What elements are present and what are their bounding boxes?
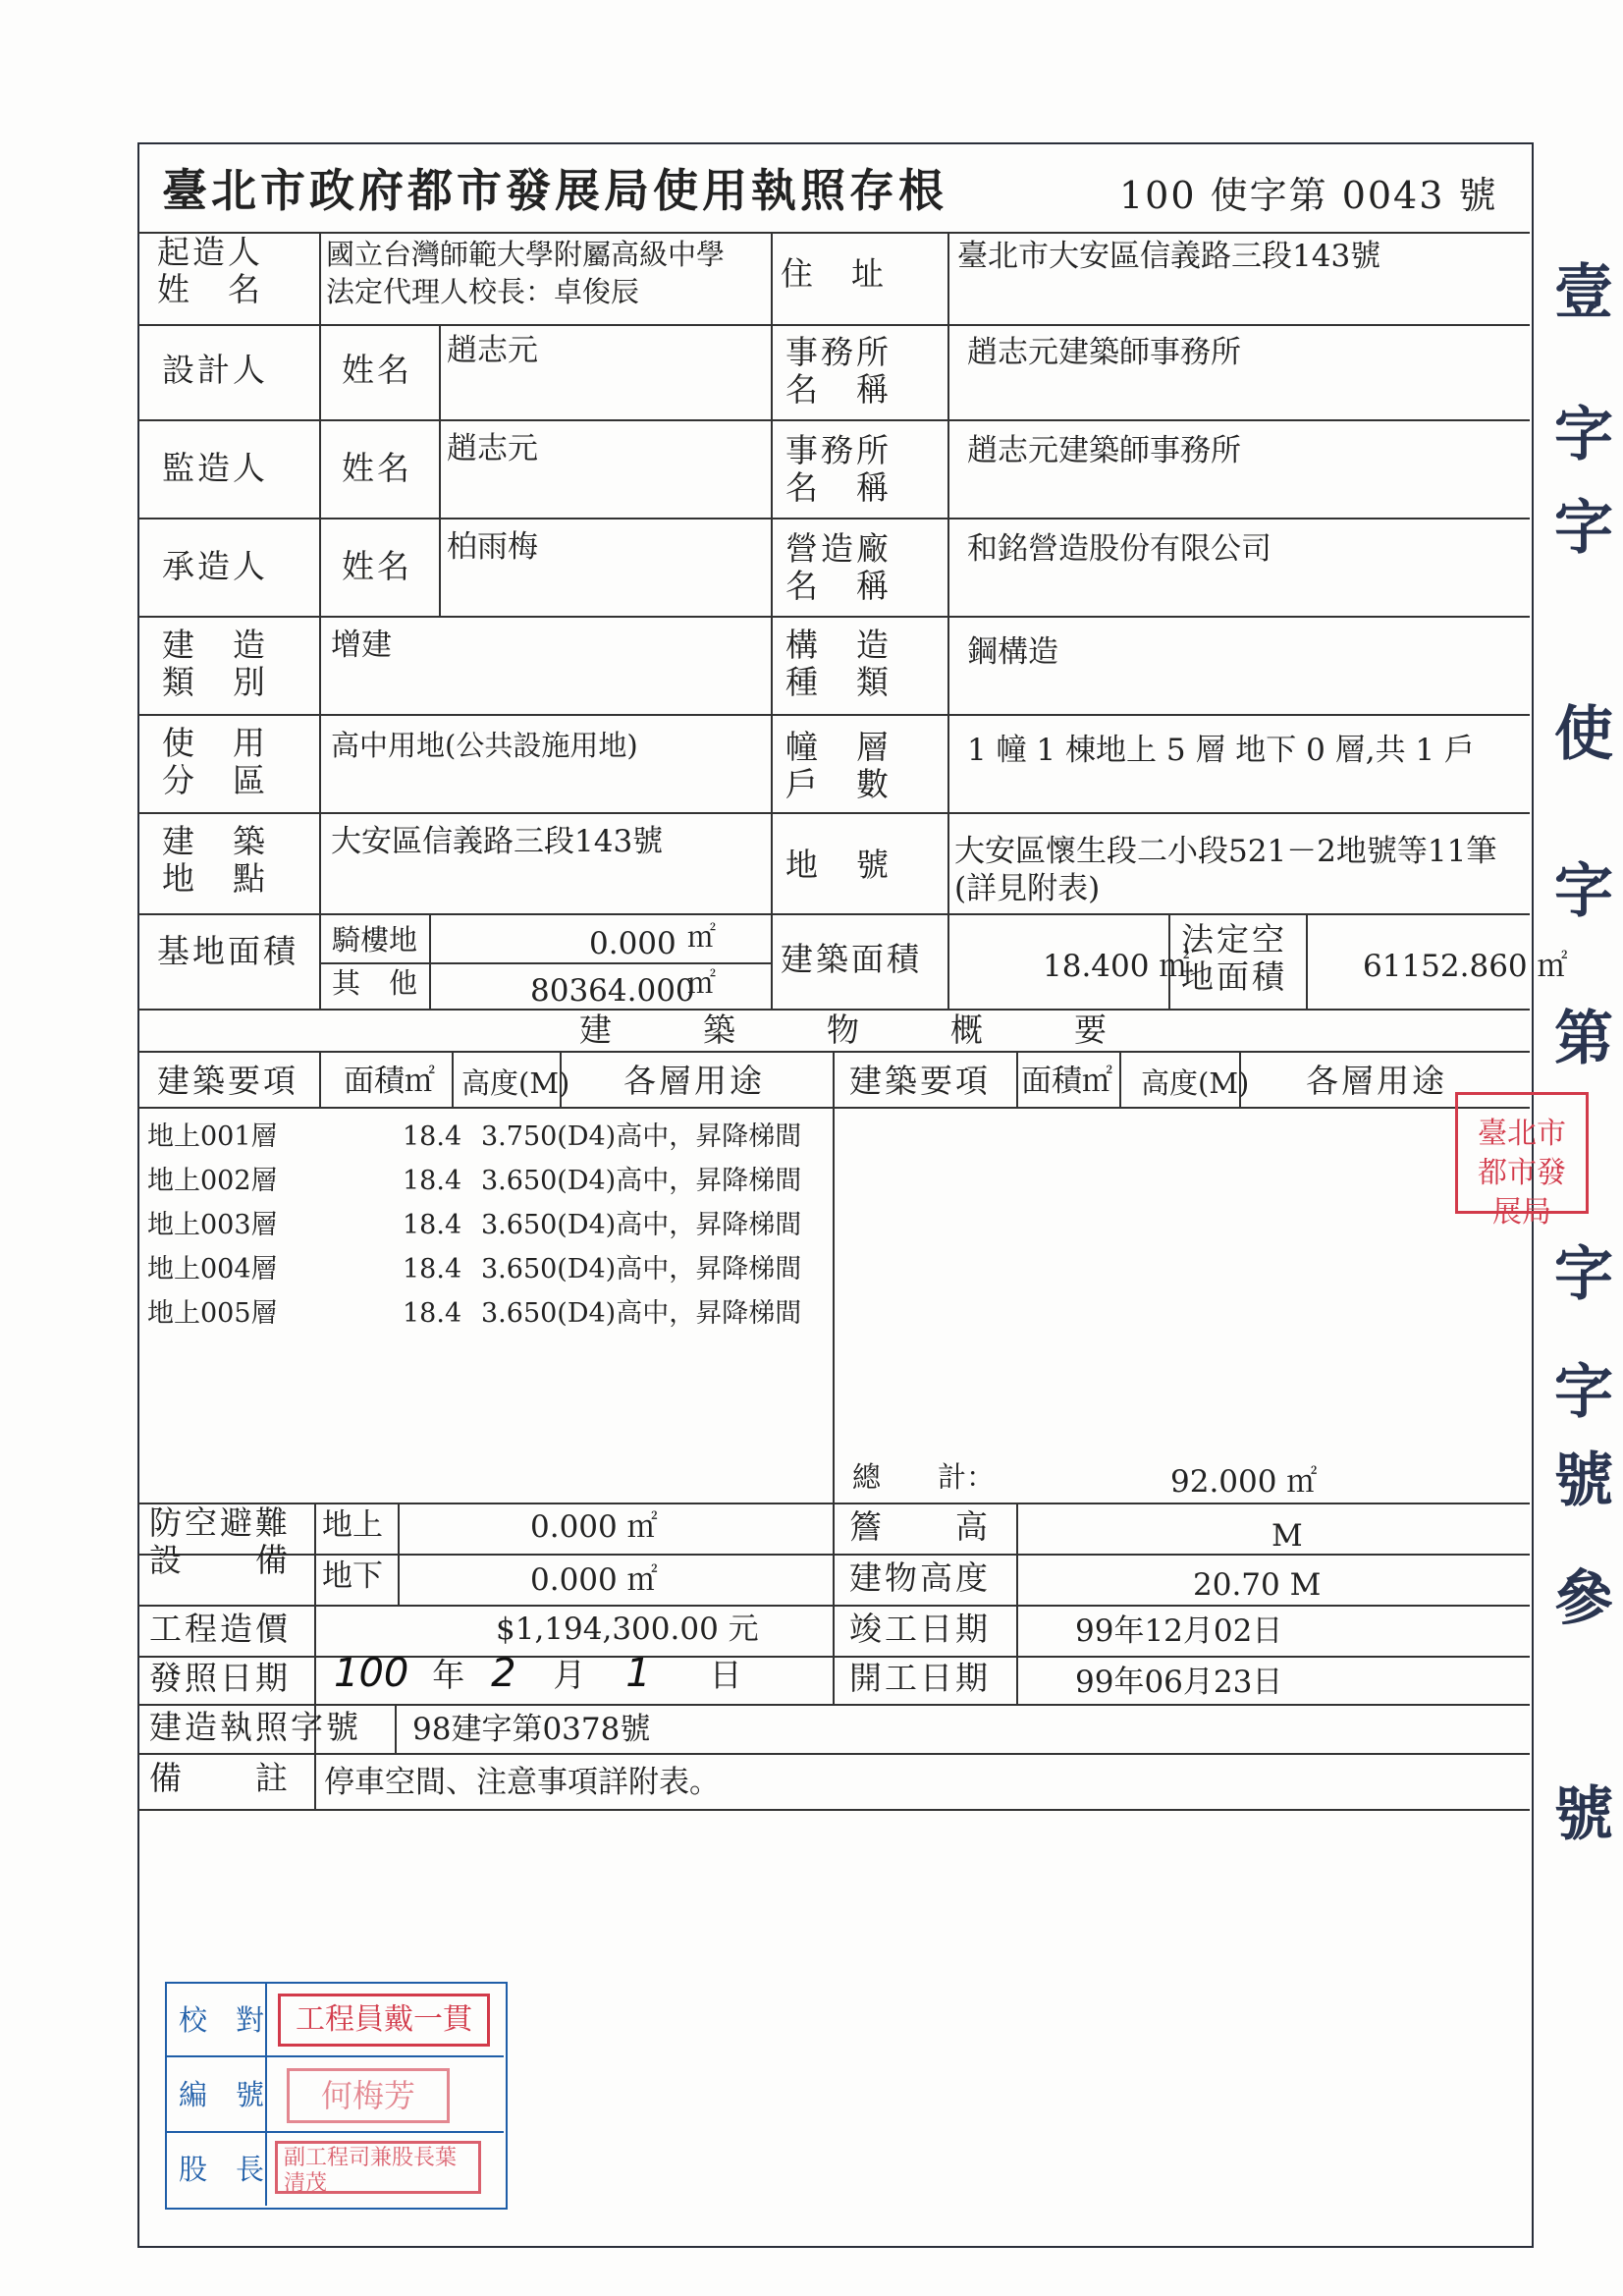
building-area: 18.400 ㎡ (1043, 949, 1190, 984)
side-stamp-char: 字 (1554, 401, 1613, 469)
remarks-label: 備 註 (149, 1759, 291, 1797)
supervisor-office: 趙志元建築師事務所 (967, 433, 1241, 468)
building-area-label: 建築面積 (781, 940, 922, 978)
arcade-unit: ㎡ (687, 920, 717, 954)
summary-header-use-right: 各層用途 (1306, 1062, 1447, 1100)
building-height: 20.70 M (1193, 1567, 1322, 1603)
signoff-label: 編 號 (179, 2078, 265, 2111)
owner-label: 起造人 姓 名 (157, 233, 263, 308)
building-height-label: 建物高度 (849, 1558, 991, 1597)
lot-label: 地 號 (785, 846, 892, 884)
permit-number: 100 使字第 0043 號 (1119, 174, 1498, 217)
table-row: 地上004層 18.4 3.650(D4)高中，昇降梯間 (147, 1254, 802, 1285)
table-row: 地上005層 18.4 3.650(D4)高中，昇降梯間 (147, 1298, 802, 1329)
start-date: 99年06月23日 (1075, 1665, 1283, 1700)
side-stamp-char: 號 (1554, 1447, 1613, 1515)
designer-label: 設計人 (162, 351, 268, 389)
contractor-office-label: 營造廠 名 稱 (785, 529, 892, 605)
official-seal: 臺北市都市發展局 (1455, 1092, 1589, 1214)
start-label: 開工日期 (849, 1659, 991, 1697)
completion-date: 99年12月02日 (1075, 1613, 1283, 1649)
side-stamp-char: 字 (1554, 1240, 1613, 1309)
side-stamp-char: 第 (1554, 1005, 1613, 1073)
completion-label: 竣工日期 (849, 1610, 991, 1648)
supervisor-name-label: 姓名 (342, 449, 412, 487)
summary-header-item: 建築要項 (157, 1062, 298, 1100)
open-area: 61152.860 ㎡ (1363, 949, 1568, 984)
other-area: 80364.000 (530, 973, 695, 1009)
contractor-label: 承造人 (162, 547, 268, 585)
eave-label: 簷 高 (849, 1507, 991, 1546)
address-label: 住 址 (781, 254, 887, 293)
contractor-office: 和銘營造股份有限公司 (967, 531, 1271, 567)
summary-header-height: 高度(M) (461, 1066, 570, 1100)
designer-name-label: 姓名 (342, 351, 412, 389)
summary-header-item-right: 建築要項 (849, 1062, 991, 1100)
shelter-above: 0.000 ㎡ (530, 1509, 658, 1545)
open-area-label: 法定空 地面積 (1181, 920, 1287, 996)
shelter-below: 0.000 ㎡ (530, 1562, 658, 1598)
units-value: 1 幢 1 棟地上 5 層 地下 0 層,共 1 戶 (967, 733, 1476, 768)
issue-date-label: 發照日期 (149, 1659, 291, 1697)
location-label: 建 築 地 點 (162, 822, 268, 898)
summary-header-area: 面積㎡ (344, 1064, 435, 1099)
side-stamp-char: 字 (1554, 857, 1613, 926)
signoff-label: 校 對 (179, 2003, 265, 2037)
designer-office-label: 事務所 名 稱 (785, 333, 892, 409)
issue-date: 100 年 2 月 1 日 (334, 1651, 745, 1696)
supervisor-office-label: 事務所 名 稱 (785, 431, 892, 507)
other-unit: ㎡ (687, 966, 717, 1000)
summary-header-use: 各層用途 (623, 1062, 765, 1100)
cost-label: 工程造價 (149, 1610, 291, 1648)
summary-header-area-right: 面積㎡ (1021, 1064, 1112, 1099)
build-type-value: 增建 (331, 628, 392, 663)
arcade-area: 0.000 (589, 926, 676, 961)
remarks-value: 停車空間、注意事項詳附表。 (324, 1765, 720, 1800)
supervisor-name: 趙志元 (447, 431, 538, 466)
signoff-label: 股 長 (179, 2153, 265, 2186)
construction-permit-label: 建造執照字號 (149, 1708, 361, 1746)
summary-title: 建 築 物 概 要 (579, 1011, 1136, 1049)
signoff-stamp: 工程員戴一貫 (278, 1994, 490, 2047)
designer-office: 趙志元建築師事務所 (967, 335, 1241, 370)
table-row: 地上001層 18.4 3.750(D4)高中，昇降梯間 (147, 1121, 802, 1152)
side-stamp-char: 壹 (1554, 258, 1613, 327)
shelter-below-label: 地下 (322, 1558, 383, 1594)
site-area-label: 基地面積 (157, 932, 298, 970)
units-label: 幢 層 戶 數 (785, 728, 892, 803)
side-stamp-char: 使 (1554, 700, 1613, 769)
designer-name: 趙志元 (447, 333, 538, 368)
summary-header-height-right: 高度(M) (1141, 1066, 1250, 1100)
arcade-label: 騎樓地 (332, 923, 418, 957)
zoning-label: 使 用 分 區 (162, 724, 268, 799)
construction-permit-value: 98建字第0378號 (412, 1712, 651, 1747)
owner-address: 臺北市大安區信義路三段143號 (957, 239, 1381, 274)
side-stamp-char: 參 (1554, 1564, 1613, 1633)
zoning-value: 高中用地(公共設施用地) (331, 729, 638, 762)
document-title: 臺北市政府都市發展局使用執照存根 (162, 164, 947, 217)
cost-value: $1,194,300.00 元 (496, 1612, 759, 1647)
shelter-above-label: 地上 (322, 1507, 383, 1543)
structure-value: 鋼構造 (967, 634, 1058, 670)
side-stamp-char: 字 (1554, 1358, 1613, 1427)
contractor-name: 柏雨梅 (447, 529, 538, 565)
supervisor-label: 監造人 (162, 449, 268, 487)
owner-name: 國立台灣師範大學附屬高級中學 法定代理人校長：卓俊辰 (326, 238, 726, 308)
eave-value: M (1271, 1518, 1303, 1554)
table-row: 地上002層 18.4 3.650(D4)高中，昇降梯間 (147, 1166, 802, 1196)
side-stamp-char: 號 (1554, 1780, 1613, 1849)
other-label: 其 他 (332, 966, 418, 1000)
build-type-label: 建 造 類 別 (162, 626, 268, 701)
location-value: 大安區信義路三段143號 (331, 824, 664, 859)
structure-label: 構 造 種 類 (785, 626, 892, 701)
shelter-label: 防空避難 設 備 (149, 1503, 291, 1579)
signoff-stamp: 副工程司兼股長葉清茂 (275, 2141, 481, 2194)
signoff-stamp: 何梅芳 (287, 2068, 450, 2123)
table-row: 地上003層 18.4 3.650(D4)高中，昇降梯間 (147, 1210, 802, 1240)
side-stamp-char: 字 (1554, 494, 1613, 563)
contractor-name-label: 姓名 (342, 547, 412, 585)
total-label: 總 計： (852, 1460, 996, 1494)
lot-value: 大安區懷生段二小段521－2地號等11筆 (詳見附表) (954, 834, 1497, 906)
total-area: 92.000 ㎡ (1170, 1464, 1318, 1500)
